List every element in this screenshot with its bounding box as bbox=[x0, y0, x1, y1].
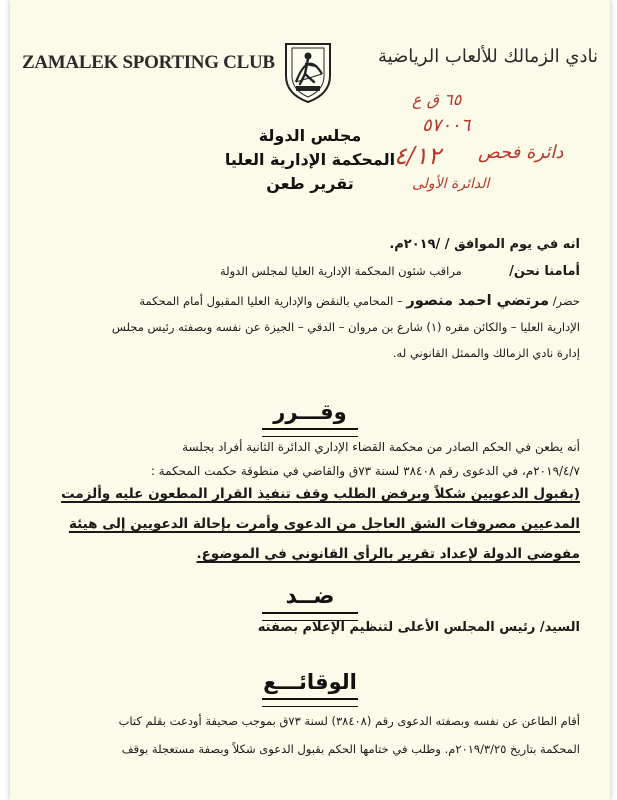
handwritten-date: ٤/١٢ bbox=[394, 142, 441, 170]
handwritten-case-number: ٥٧٠٠٦ bbox=[422, 115, 471, 136]
ruling-quote-2: المدعيين مصروفات الشق العاجل من الدعوى وأمرت بإحالة الدعويين إلى هيئة bbox=[68, 516, 580, 532]
handwritten-note: الدائرة الأولى bbox=[412, 176, 490, 192]
attended-prefix: حضر/ bbox=[552, 294, 580, 308]
club-name-arabic: نادي الزمالك للألعاب الرياضية bbox=[377, 46, 598, 67]
decided-paragraph-2: ٢٠١٩/٤/٧م، في الدعوى رقم ٣٨٤٠٨ لسنة ٧٣ق والقاضي في منطوقة حكمت المحكمة : bbox=[150, 464, 580, 478]
decided-title: وقـــرر bbox=[273, 400, 347, 424]
archer-shield-logo-icon bbox=[272, 36, 344, 106]
before-label: أمامنا نحن/ bbox=[509, 264, 580, 279]
handwritten-case-year: ٦٥ ق ع bbox=[412, 90, 462, 109]
ruling-quote-1: (بقبول الدعويين شكلاً وبرفض الطلب وقف تنفيذ القرار المطعون عليه وألزمت bbox=[61, 486, 580, 502]
before-line bbox=[220, 264, 580, 279]
document-page bbox=[10, 0, 610, 800]
defendant-name: رئيس المجلس الأعلى لتنظيم الإعلام بصفته bbox=[257, 620, 536, 635]
decided-paragraph-1: أنه يطعن في الحكم الصادر من محكمة القضاء الإداري الدائرة الثانية أفراد بجلسة bbox=[182, 440, 580, 454]
date-line: انه في يوم الموافق / /٢٠١٩م. bbox=[389, 237, 580, 252]
facts-paragraph-1: أقام الطاعن عن نفسه وبصفته الدعوى رقم (٣٨٤٠٨) لسنة ٧٣ق بموجب صحيفة أودعت بقلم كتاب bbox=[118, 714, 580, 728]
facts-title-underline bbox=[262, 698, 358, 707]
defendant-label: السيد/ bbox=[539, 620, 580, 635]
club-representation-line: إدارة نادي الزمالك والممثل القانوني له. bbox=[392, 346, 580, 360]
facts-paragraph-2: المحكمة بتاريخ ٢٠١٩/٣/٢٥م. وطلب في ختامها الحكم بقبول الدعوى شكلاً وبصفة مستعجلة بوقف bbox=[121, 742, 580, 756]
address-line: الإدارية العليا – والكائن مقره (١) شارع بن مروان – الدقي – الجيزة عن نفسه وبصفته رئيس مجلس bbox=[111, 320, 580, 334]
header-report: تقرير طعن bbox=[266, 174, 354, 193]
attorney-name: مرتضي احمد منصور bbox=[406, 293, 550, 309]
handwritten-circuit: دائرة فحص bbox=[478, 142, 564, 163]
header-council: مجلس الدولة bbox=[258, 126, 362, 145]
against-title: ضــد bbox=[285, 584, 335, 609]
defendant-line bbox=[258, 620, 580, 635]
attended-line bbox=[139, 293, 580, 309]
ruling-quote-3: مفوضي الدولة لإعداد تقرير بالرأي القانوني في الموضوع. bbox=[196, 546, 580, 562]
attended-rest: – المحامي بالنقض والإدارية العليا المقبول أمام المحكمة bbox=[139, 294, 403, 308]
club-name-english: ZAMALEK SPORTING CLUB bbox=[22, 52, 275, 73]
facts-title: الوقائـــع bbox=[263, 670, 357, 694]
decided-title-underline bbox=[262, 428, 358, 437]
before-text: مراقب شئون المحكمة الإدارية العليا لمجلس الدولة bbox=[219, 264, 462, 278]
header-court: المحكمة الإدارية العليا bbox=[224, 150, 396, 169]
